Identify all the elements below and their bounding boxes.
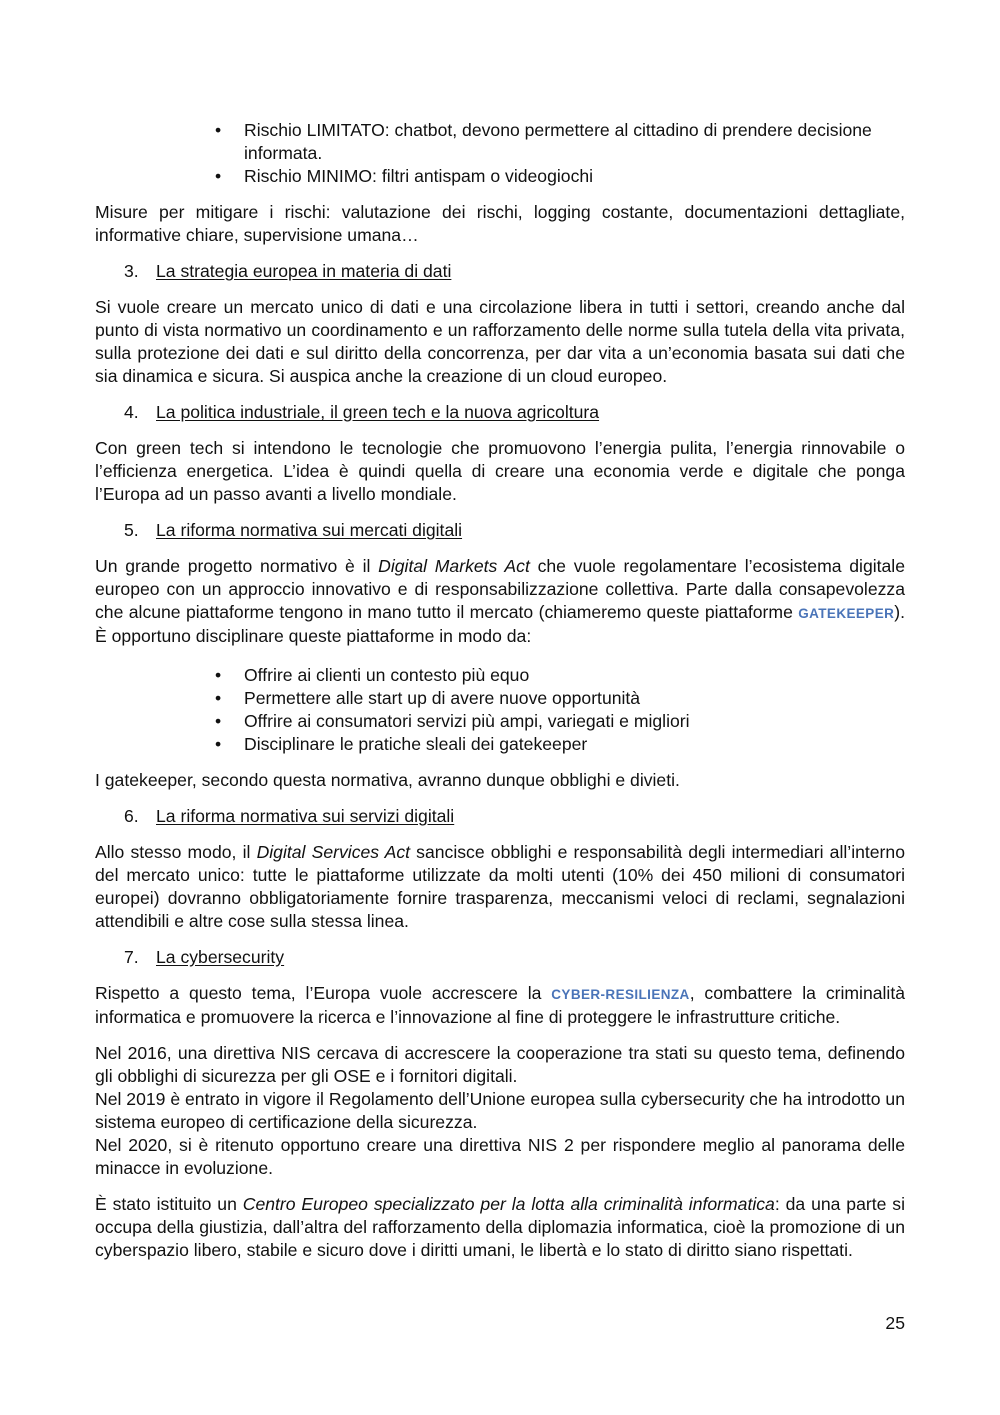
section-title: La politica industriale, il green tech e la nuova agricoltura [156,402,600,422]
section-7-paragraph-1 [95,982,905,1029]
paragraph-line: Nel 2020, si è ritenuto opportuno creare una direttiva NIS 2 per rispondere meglio al panorama delle minacce in evoluzione. [95,1135,905,1178]
section-title: La riforma normativa sui mercati digitali [156,520,463,540]
risk-list [95,119,905,188]
paragraph-line: Nel 2019 è entrato in vigore il Regolamento dell’Unione europea sulla cybersecurity che ha introdotto un sistema europeo di certificazione della sicurezza. [95,1089,905,1132]
section-5-closing: I gatekeeper, secondo questa normativa, avranno dunque obblighi e divieti. [95,770,680,790]
gatekeeper-goals-list [95,664,905,756]
section-number: 5. [124,520,139,540]
section-7-paragraph-2 [95,1042,905,1180]
section-heading-5 [95,519,905,542]
text-span: Allo stesso modo, il [95,842,257,862]
text-span: sancisce obblighi e responsabilità degli intermediari all’interno del mercato unico: tutte le piattaforme utilizzate da molti utenti (10% dei 450 milioni di consumatori europei) dovranno obbligatoriamente fornire trasparenza, meccanismi veloci di reclami, segnalazioni attendibili e altre cose sulla stessa linea. [95,842,905,931]
section-number: 3. [124,261,139,281]
section-5-paragraph [95,555,905,648]
section-heading-4 [95,401,905,424]
section-4-paragraph: Con green tech si intendono le tecnologie che promuovono l’energia pulita, l’energia rinnovabile o l’efficienza energetica. L’idea è quindi quella di creare una economia verde e digitale che ponga l’Europa ad un passo avanti a livello mondiale. [95,438,905,504]
text-span: Rispetto a questo tema, l’Europa vuole accrescere la [95,983,552,1003]
section-heading-6 [95,805,905,828]
paragraph-line: Nel 2016, una direttiva NIS cercava di accrescere la cooperazione tra stati su questo tema, definendo gli obblighi di sicurezza per gli OSE e i fornitori digitali. [95,1043,905,1086]
section-heading-7 [95,946,905,969]
list-item: • Permettere alle start up di avere nuove opportunità [244,687,905,710]
list-item: • Rischio MINIMO: filtri antispam o videogiochi [244,165,905,188]
text-span: : da una parte si occupa della giustizia, dall’altra del rafforzamento della diplomazia informatica, cioè la promozione di un cyberspazio libero, stabile e sicuro dove i diritti umani, le libertà e lo stato di diritto siano rispettati. [95,1194,905,1260]
list-item: • Rischio LIMITATO: chatbot, devono permettere al cittadino di prendere decisione informata. [244,119,905,165]
section-6-paragraph [95,841,905,933]
section-number: 6. [124,806,139,826]
list-item: • Disciplinare le pratiche sleali dei gatekeeper [244,733,905,756]
text-span: Un grande progetto normativo è il [95,556,379,576]
measures-paragraph: Misure per mitigare i rischi: valutazione dei rischi, logging costante, documentazioni dettagliate, informative chiare, supervisione umana… [95,202,905,245]
keyword-cyber-resilienza: CYBER-RESILIENZA [551,987,690,1002]
section-3-paragraph: Si vuole creare un mercato unico di dati e una circolazione libera in tutti i settori, creando anche dal punto di vista normativo un coordinamento e un rafforzamento delle norme sulla tutela della vita privata, sulla protezione dei dati e sul diritto della concorrenza, per dar vita a un’economia basata sui dati che sia dinamica e sicura. Si auspica anche la creazione di un cloud europeo. [95,297,905,386]
keyword-gatekeeper: GATEKEEPER [798,606,895,621]
list-item: • Offrire ai consumatori servizi più ampi, variegati e migliori [244,710,905,733]
italic-term: Digital Services Act [256,842,411,862]
italic-term: Centro Europeo specializzato per la lotta alla criminalità informatica [242,1194,775,1214]
text-span: ). È opportuno disciplinare queste piattaforme in modo da: [95,602,905,646]
list-item: • Offrire ai clienti un contesto più equo [244,664,905,687]
section-title: La cybersecurity [156,947,285,967]
section-heading-3 [95,260,905,283]
italic-term: Digital Markets Act [378,556,530,576]
section-7-paragraph-3 [95,1193,905,1262]
section-number: 4. [124,402,139,422]
text-span: È stato istituito un [95,1194,243,1214]
text-span: che vuole regolamentare l’ecosistema digitale europeo con un approccio innovativo e di responsabilizzazione collettiva. Parte dalla consapevolezza che alcune piattaforme tengono in mano tutto il mercato (chiameremo queste piattaforme [95,556,906,622]
page-number: 25 [885,1313,905,1333]
section-number: 7. [124,947,139,967]
section-title: La riforma normativa sui servizi digitali [156,806,455,826]
text-span: , combattere la criminalità informatica e promuovere la ricerca e l’innovazione al fine di proteggere le infrastrutture critiche. [95,983,906,1027]
page-content [95,119,905,1262]
section-title: La strategia europea in materia di dati [156,261,452,281]
